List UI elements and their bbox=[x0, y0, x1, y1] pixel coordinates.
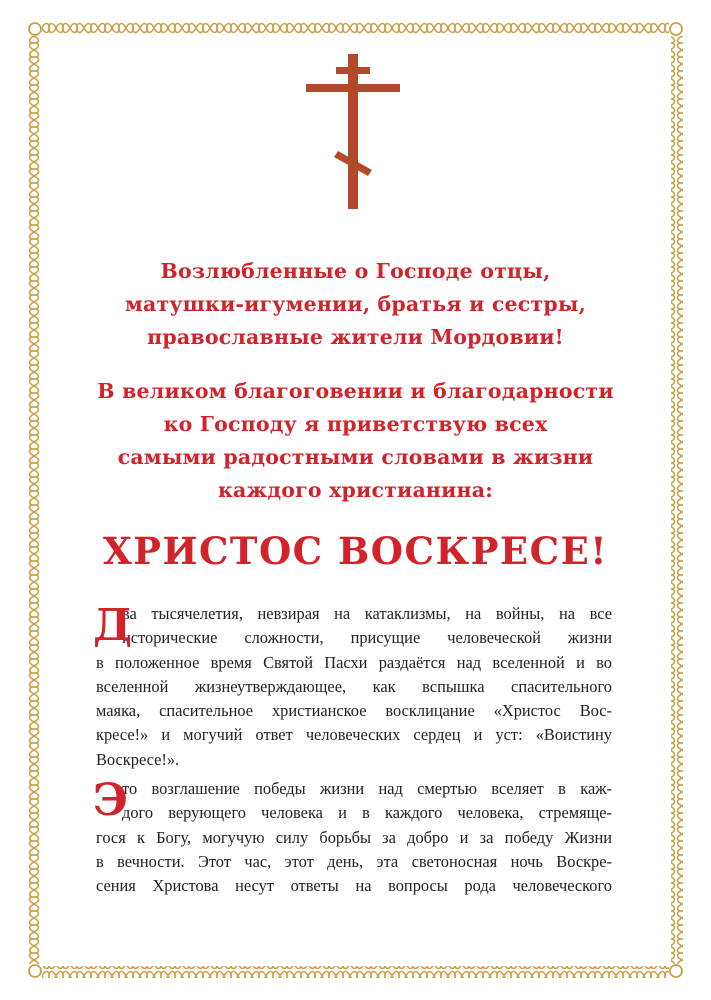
greeting-line: православные жители Мордовии! bbox=[147, 325, 564, 349]
headline: ХРИСТОС ВОСКРЕСЕ! bbox=[102, 529, 609, 573]
paragraph-line: гося к Богу, могучую силу борьбы за добро и за победу Жизни bbox=[96, 827, 612, 847]
paragraph-line: дого верующего человека и в каждого человека, стремяще- bbox=[122, 803, 612, 823]
paragraph-line: маяка, спасительное христианское восклицание «Христос Вос- bbox=[96, 701, 612, 721]
paragraph-line: ва тысячелетия, невзирая на катаклизмы, на войны, на все bbox=[122, 604, 612, 623]
drop-cap: Д bbox=[93, 600, 133, 651]
greeting-salutation bbox=[60, 375, 651, 507]
greeting-line: каждого христианина: bbox=[218, 478, 493, 502]
orthodox-cross-icon bbox=[304, 52, 404, 212]
greeting-line: ко Господу я приветствую всех bbox=[163, 412, 548, 436]
paragraph-line: исторические сложности, присущие человеческой жизни bbox=[122, 628, 612, 648]
paragraph-2 bbox=[93, 775, 612, 898]
paragraph-line: то возглашение победы жизни над смертью вселяет в каж- bbox=[122, 779, 612, 798]
greeting-line: Возлюбленные о Господе отцы, bbox=[160, 259, 551, 283]
paragraph-line: Воскресе!». bbox=[96, 749, 180, 769]
greeting-line: самыми радостными словами в жизни bbox=[117, 445, 594, 469]
greeting-line: В великом благоговении и благодарности bbox=[97, 379, 614, 403]
paragraph-line: сения Христова несут ответы на вопросы рода человеческого bbox=[96, 876, 612, 896]
paragraph-line: вселенной жизнеутверждающее, как вспышка спасительного bbox=[96, 676, 612, 696]
greeting-line: матушки-игумении, братья и сестры, bbox=[125, 292, 586, 316]
paragraph-line: в положенное время Святой Пасхи раздаётся над вселенной и во bbox=[96, 652, 612, 672]
paragraph-1 bbox=[93, 600, 612, 772]
greeting-address bbox=[60, 255, 651, 354]
drop-cap: Э bbox=[93, 775, 128, 826]
paragraph-line: кресе!» и могучий ответ человеческих сердец и уст: «Воистину bbox=[96, 725, 612, 745]
paragraph-line: в вечности. Этот час, этот день, эта светоносная ночь Воскре- bbox=[96, 851, 612, 871]
